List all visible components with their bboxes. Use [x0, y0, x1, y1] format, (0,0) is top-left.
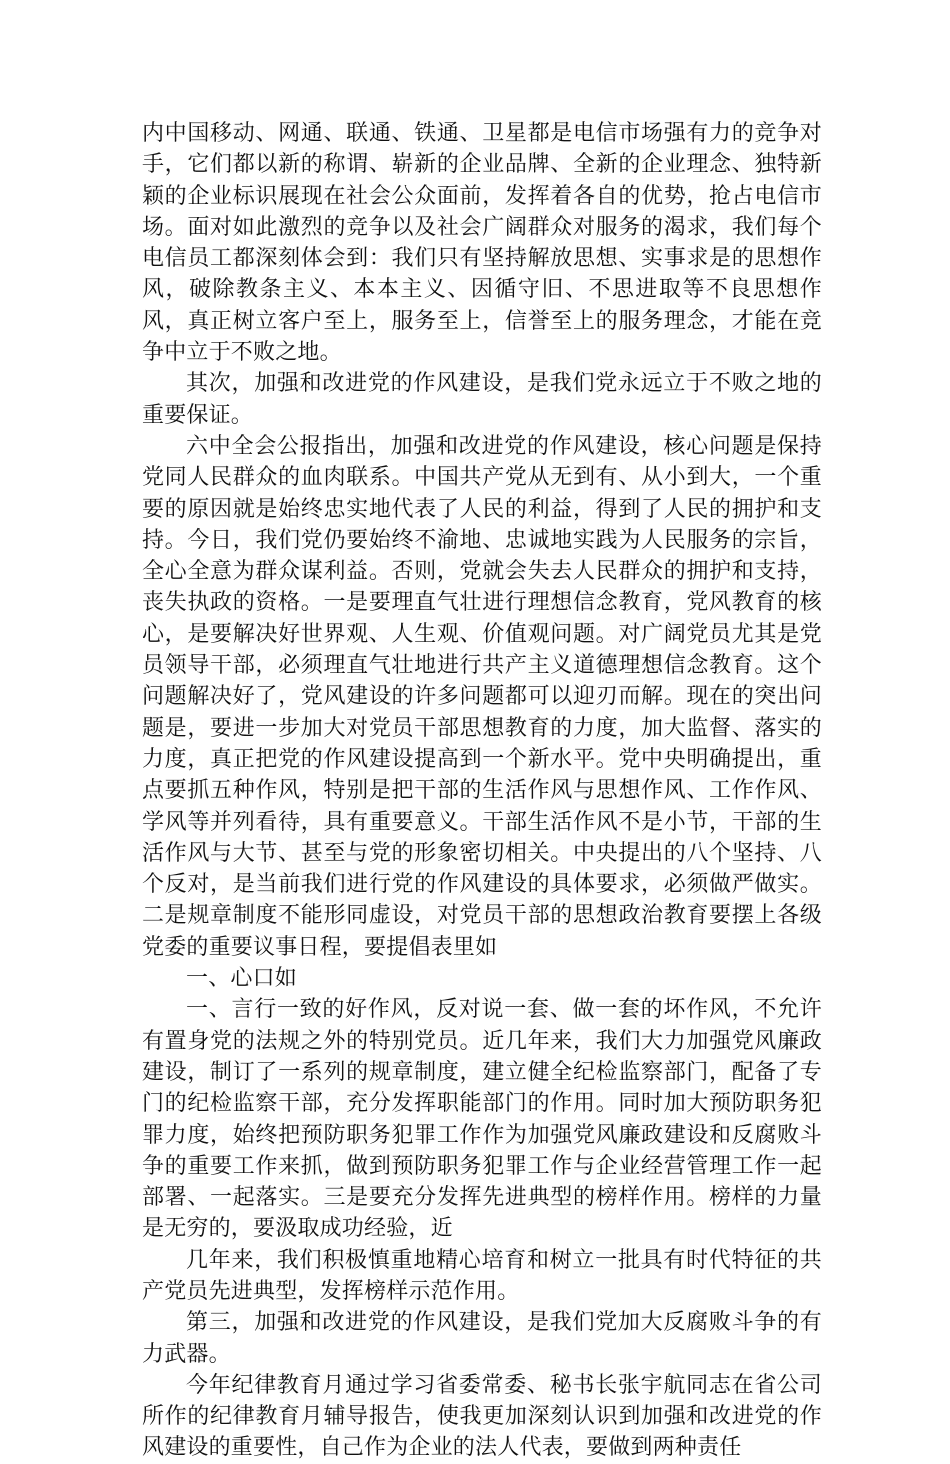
paragraph-1: 内中国移动、网通、联通、铁通、卫星都是电信市场强有力的竞争对手，它们都以新的称谓、崭新的企业品牌、全新的企业理念、独特新颖的企业标识展现在社会公众面前，发挥着各自的优势，抢占电信市场。面对如此激烈的竞争以及社会广阔群众对服务的渴求，我们每个电信员工都深刻体会到：我们只有坚持解放思想、实事求是的思想作风，破除教条主义、本本主义、因循守旧、不思进取等不良思想作风，真正树立客户至上，服务至上，信誉至上的服务理念，才能在竞争中立于不败之地。: [142, 121, 822, 366]
paragraph-5: 一、言行一致的好作风，反对说一套、做一套的坏作风，不允许有置身党的法规之外的特别党员。近几年来，我们大力加强党风廉政建设，制订了一系列的规章制度，建立健全纪检监察部门，配备了专门的纪检监察干部，充分发挥职能部门的作用。同时加大预防职务犯罪力度，始终把预防职务犯罪工作作为加强党风廉政建设和反腐败斗争的重要工作来抓，做到预防职务犯罪工作与企业经营管理工作一起部署、一起落实。三是要充分发挥先进典型的榜样作用。榜样的力量是无穷的，要汲取成功经验，近: [142, 997, 822, 1242]
document-body: [142, 118, 822, 1464]
paragraph-2: 其次，加强和改进党的作风建设，是我们党永远立于不败之地的重要保证。: [142, 371, 822, 428]
paragraph-6: 几年来，我们积极慎重地精心培育和树立一批具有时代特征的共产党员先进典型，发挥榜样示范作用。: [142, 1247, 822, 1304]
paragraph-4: 一、心口如: [186, 966, 298, 992]
paragraph-7: 第三，加强和改进党的作风建设，是我们党加大反腐败斗争的有力武器。: [142, 1310, 822, 1367]
paragraph-8: 今年纪律教育月通过学习省委常委、秘书长张宇航同志在省公司所作的纪律教育月辅导报告，使我更加深刻认识到加强和改进党的作风建设的重要性，自己作为企业的法人代表，要做到两种责任: [142, 1372, 822, 1461]
paragraph-3: 六中全会公报指出，加强和改进党的作风建设，核心问题是保持党同人民群众的血肉联系。中国共产党从无到有、从小到大，一个重要的原因就是始终忠实地代表了人民的利益，得到了人民的拥护和支持。今日，我们党仍要始终不渝地、忠诚地实践为人民服务的宗旨，全心全意为群众谋利益。否则，党就会失去人民群众的拥护和支持，丧失执政的资格。一是要理直气壮进行理想信念教育，党风教育的核心，是要解决好世界观、人生观、价值观问题。对广阔党员尤其是党员领导干部，必须理直气壮地进行共产主义道德理想信念教育。这个问题解决好了，党风建设的许多问题都可以迎刃而解。现在的突出问题是，要进一步加大对党员干部思想教育的力度，加大监督、落实的力度，真正把党的作风建设提高到一个新水平。党中央明确提出，重点要抓五种作风，特别是把干部的生活作风与思想作风、工作作风、学风等并列看待，具有重要意义。干部生活作风不是小节，干部的生活作风与大节、甚至与党的形象密切相关。中央提出的八个坚持、八个反对，是当前我们进行党的作风建设的具体要求，必须做严做实。二是规章制度不能形同虚设，对党员干部的思想政治教育要摆上各级党委的重要议事日程，要提倡表里如: [142, 433, 822, 960]
